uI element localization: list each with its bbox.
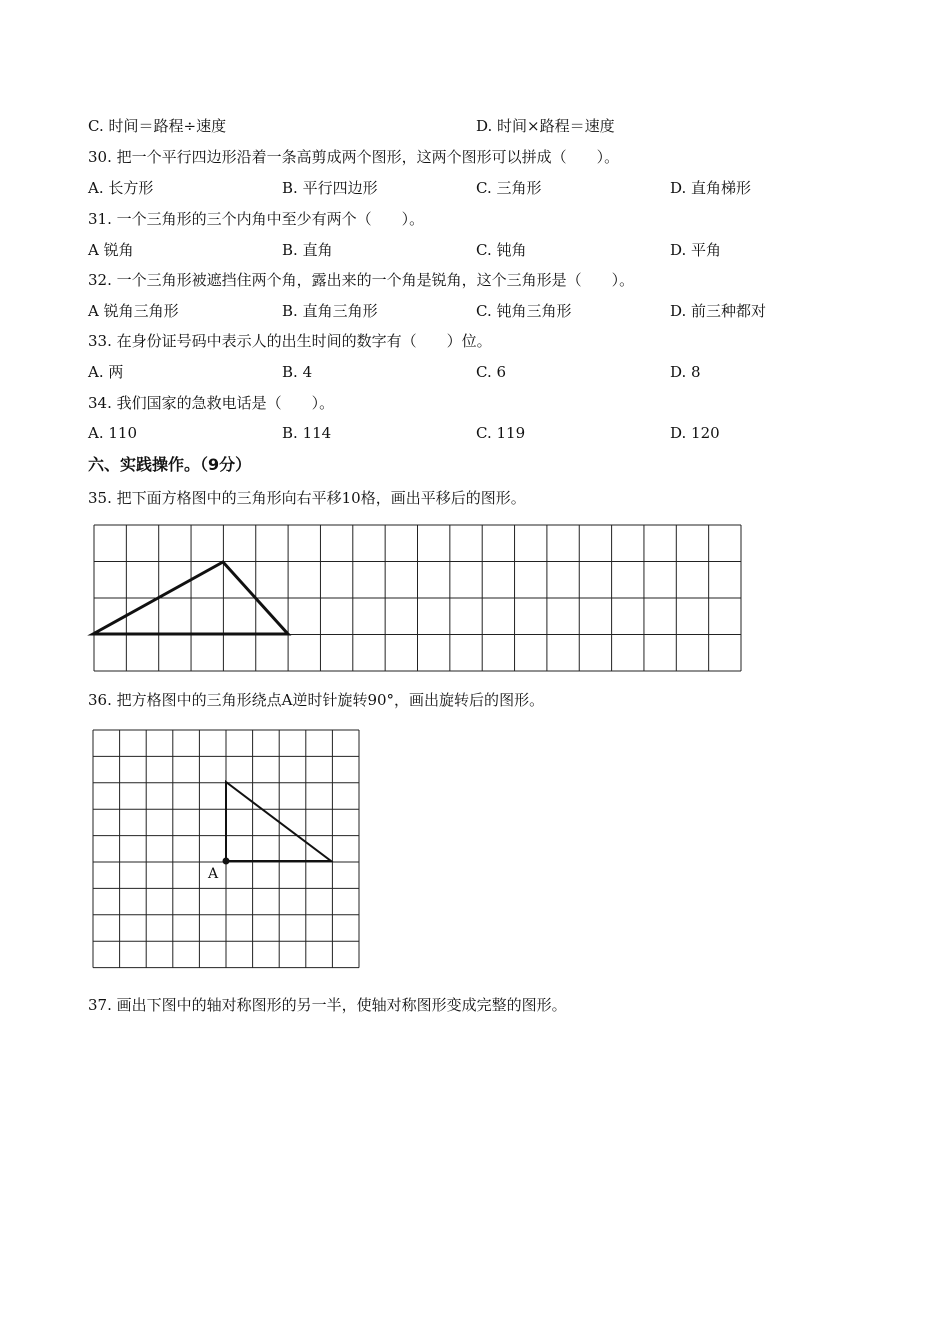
q34-option-d: D. 120 bbox=[670, 424, 720, 442]
q32-option-b: B. 直角三角形 bbox=[282, 302, 378, 320]
question-30: 30. 把一个平行四边形沿着一条高剪成两个图形，这两个图形可以拼成（ ）。 bbox=[88, 148, 620, 166]
q33-option-b: B. 4 bbox=[282, 363, 313, 381]
q30-option-a: A. 长方形 bbox=[88, 179, 154, 197]
q30-option-d: D. 直角梯形 bbox=[670, 179, 752, 197]
question-36: 36. 把方格图中的三角形绕点A逆时针旋转90°，画出旋转后的图形。 bbox=[88, 691, 545, 709]
point-a-label: A bbox=[208, 866, 219, 882]
q31-option-c: C. 钝角 bbox=[476, 241, 527, 259]
question-35: 35. 把下面方格图中的三角形向右平移10格，画出平移后的图形。 bbox=[88, 489, 526, 507]
q31-option-a: A 锐角 bbox=[88, 241, 134, 259]
q33-option-d: D. 8 bbox=[670, 363, 701, 381]
point-a-dot bbox=[223, 858, 230, 865]
q29-option-c: C. 时间＝路程÷速度 bbox=[88, 117, 227, 135]
q33-option-c: C. 6 bbox=[476, 363, 507, 381]
q32-option-a: A 锐角三角形 bbox=[88, 302, 179, 320]
q36-triangle bbox=[226, 782, 331, 861]
q30-option-c: C. 三角形 bbox=[476, 179, 542, 197]
q31-option-b: B. 直角 bbox=[282, 241, 333, 259]
q34-option-b: B. 114 bbox=[282, 424, 332, 442]
question-32: 32. 一个三角形被遮挡住两个角，露出来的一个角是锐角，这个三角形是（ ）。 bbox=[88, 271, 635, 289]
q32-option-c: C. 钝角三角形 bbox=[476, 302, 572, 320]
q29-option-d: D. 时间×路程＝速度 bbox=[476, 117, 615, 135]
question-33: 33. 在身份证号码中表示人的出生时间的数字有（ ）位。 bbox=[88, 332, 492, 350]
q32-option-d: D. 前三种都对 bbox=[670, 302, 767, 320]
q34-option-c: C. 119 bbox=[476, 424, 526, 442]
question-34: 34. 我们国家的急救电话是（ ）。 bbox=[88, 394, 335, 412]
q31-option-d: D. 平角 bbox=[670, 241, 722, 259]
q30-option-b: B. 平行四边形 bbox=[282, 179, 378, 197]
question-31: 31. 一个三角形的三个内角中至少有两个（ ）。 bbox=[88, 210, 425, 228]
q34-option-a: A. 110 bbox=[88, 424, 138, 442]
q33-option-a: A. 两 bbox=[88, 363, 124, 381]
question-37: 37. 画出下图中的轴对称图形的另一半，使轴对称图形变成完整的图形。 bbox=[88, 996, 567, 1014]
section-6-title: 六、实践操作。（9分） bbox=[88, 455, 252, 474]
